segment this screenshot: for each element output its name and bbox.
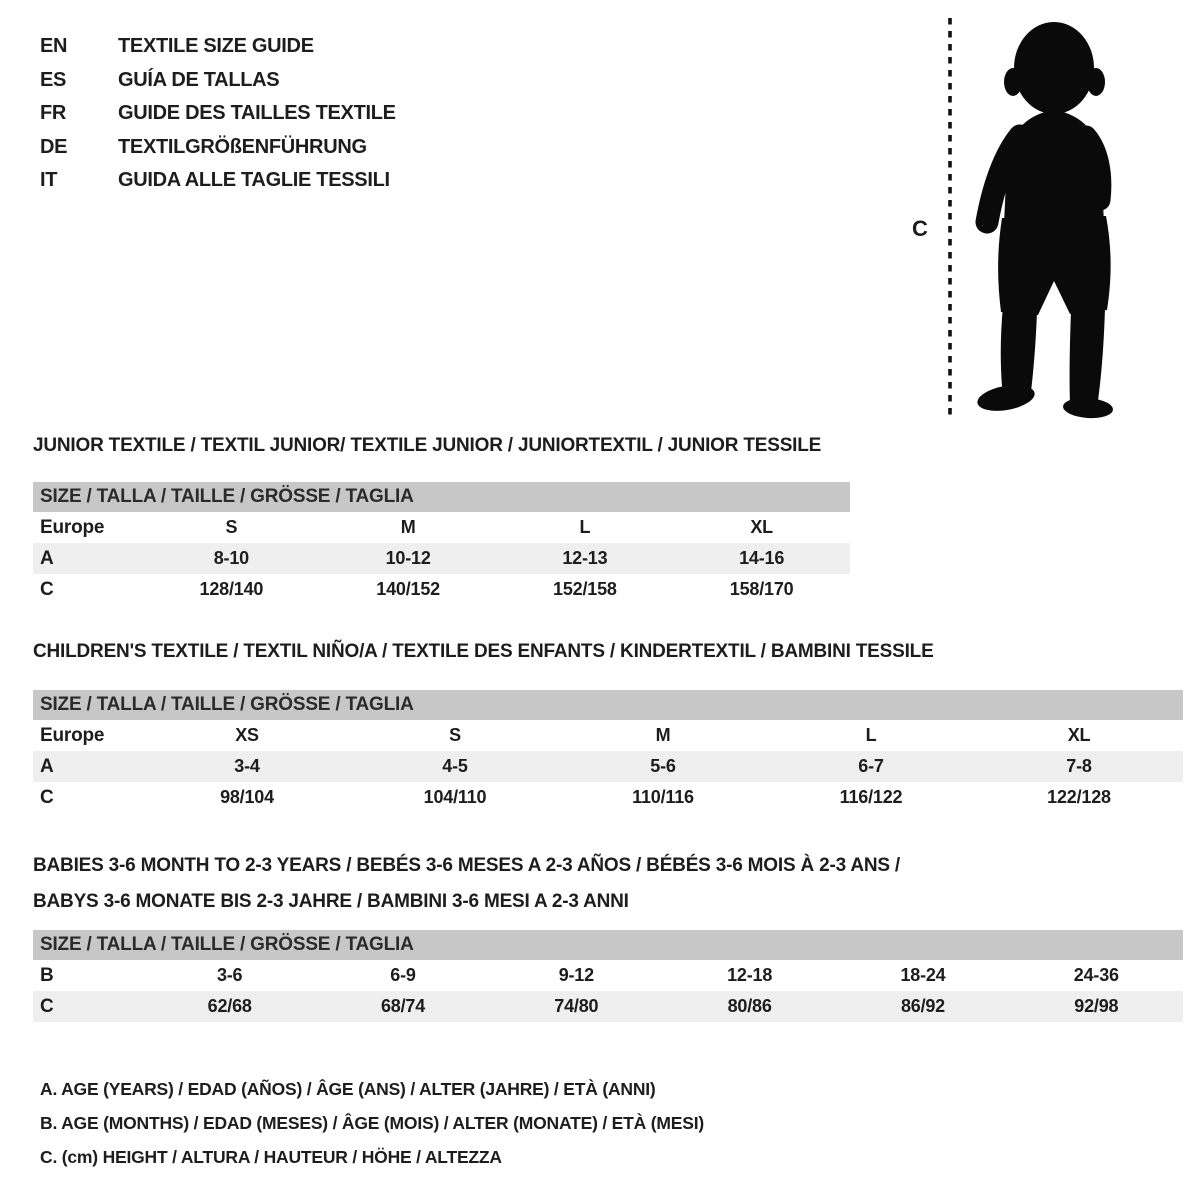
language-code: IT — [40, 169, 58, 191]
measure-label-c: C — [912, 216, 928, 241]
section-title: BABIES 3-6 MONTH TO 2-3 YEARS / BEBÉS 3-6 MESES A 2-3 AÑOS / BÉBÉS 3-6 MOIS À 2-3 ANS / — [33, 855, 901, 876]
language-title: GUIDA ALLE TAGLIE TESSILI — [118, 169, 390, 191]
size-value-cell: 128/140 — [199, 579, 264, 599]
language-title: TEXTILGRÖßENFÜHRUNG — [118, 135, 367, 158]
size-value-cell: 122/128 — [1047, 787, 1111, 807]
size-value-cell: 18-24 — [900, 965, 946, 985]
size-value-cell: 140/152 — [376, 579, 440, 599]
height-measure-figure — [898, 12, 1198, 420]
size-value-cell: 24-36 — [1073, 965, 1119, 985]
size-value-cell: 92/98 — [1074, 996, 1119, 1016]
size-value-cell: 152/158 — [553, 579, 617, 599]
size-value-cell: 3-6 — [216, 965, 243, 985]
legend-block — [40, 1072, 704, 1174]
table-row — [33, 782, 1183, 813]
language-code: FR — [40, 102, 67, 124]
legend-line: C. (cm) HEIGHT / ALTURA / HAUTEUR / HÖHE / ALTEZZA — [40, 1147, 502, 1167]
language-row — [40, 64, 396, 98]
size-value-cell: L — [865, 725, 877, 745]
size-value-cell: 68/74 — [380, 996, 426, 1016]
size-value-cell: 10-12 — [385, 548, 431, 568]
table-row — [33, 960, 1183, 991]
size-value-cell: L — [579, 517, 591, 537]
size-header-bar: SIZE / TALLA / TAILLE / GRÖSSE / TAGLIA — [33, 690, 1183, 720]
row-label: Europe — [40, 517, 105, 538]
section-babies-textile — [33, 848, 1183, 1022]
size-value-cell: 62/68 — [207, 996, 252, 1016]
section-title: CHILDREN'S TEXTILE / TEXTIL NIÑO/A / TEXTILE DES ENFANTS / KINDERTEXTIL / BAMBINI TESSILE — [33, 641, 934, 662]
section-junior-textile — [33, 435, 850, 605]
language-title-block — [40, 30, 396, 198]
table-row — [33, 574, 850, 605]
table-row — [33, 751, 1183, 782]
legend-line: B. AGE (MONTHS) / EDAD (MESES) / ÂGE (MOIS) / ALTER (MONATE) / ETÀ (MESI) — [40, 1113, 704, 1133]
language-row — [40, 97, 396, 131]
language-row — [40, 131, 396, 165]
language-row — [40, 30, 396, 64]
size-value-cell: 4-5 — [442, 756, 468, 776]
size-value-cell: S — [225, 517, 238, 537]
size-value-cell: 6-9 — [390, 965, 416, 985]
section-children-textile — [33, 641, 1183, 813]
language-title: GUÍA DE TALLAS — [118, 68, 280, 91]
size-value-cell: 80/86 — [727, 996, 772, 1016]
row-label: C — [40, 579, 54, 600]
language-row — [40, 164, 396, 198]
size-value-cell: M — [655, 725, 671, 745]
size-value-cell: XL — [750, 517, 773, 537]
size-value-cell: 9-12 — [558, 965, 594, 985]
baby-silhouette-icon — [898, 12, 1198, 420]
size-value-cell: XS — [235, 725, 259, 745]
size-header-bar: SIZE / TALLA / TAILLE / GRÖSSE / TAGLIA — [33, 930, 1183, 960]
size-value-cell: 86/92 — [900, 996, 945, 1016]
row-label: C — [40, 787, 54, 808]
row-label: C — [40, 996, 54, 1017]
size-value-cell: 110/116 — [632, 787, 694, 807]
size-value-cell: 5-6 — [650, 756, 676, 776]
language-title: TEXTILE SIZE GUIDE — [118, 35, 314, 57]
row-label: Europe — [40, 725, 105, 746]
section-title: JUNIOR TEXTILE / TEXTIL JUNIOR/ TEXTILE JUNIOR / JUNIORTEXTIL / JUNIOR TESSILE — [33, 435, 822, 456]
size-value-cell: 74/80 — [554, 996, 599, 1016]
size-value-cell: S — [449, 725, 461, 745]
size-value-cell: 7-8 — [1066, 756, 1092, 776]
language-title: GUIDE DES TAILLES TEXTILE — [118, 102, 396, 124]
size-value-cell: 98/104 — [220, 787, 274, 807]
row-label: A — [40, 548, 54, 569]
size-value-cell: 8-10 — [213, 548, 249, 568]
size-value-cell: 3-4 — [234, 756, 260, 776]
size-value-cell: 12-13 — [562, 548, 608, 568]
row-label: A — [40, 756, 54, 777]
size-value-cell: 104/110 — [423, 787, 487, 807]
language-code: DE — [40, 135, 68, 158]
legend-line: A. AGE (YEARS) / EDAD (AÑOS) / ÂGE (ANS) / ALTER (JAHRE) / ETÀ (ANNI) — [40, 1079, 656, 1099]
table-row — [33, 991, 1183, 1022]
size-value-cell: 158/170 — [729, 579, 794, 599]
table-row — [33, 543, 850, 574]
section-title-line2: BABYS 3-6 MONATE BIS 2-3 JAHRE / BAMBINI 3-6 MESI A 2-3 ANNI — [33, 891, 629, 912]
size-value-cell: 12-18 — [727, 965, 773, 985]
row-label: B — [40, 965, 54, 986]
language-code: ES — [40, 68, 67, 91]
size-value-cell: M — [400, 517, 416, 537]
size-value-cell: 14-16 — [739, 548, 785, 568]
table-row — [33, 512, 850, 543]
language-code: EN — [40, 35, 68, 57]
size-value-cell: 6-7 — [858, 756, 884, 776]
size-header-bar: SIZE / TALLA / TAILLE / GRÖSSE / TAGLIA — [33, 482, 850, 512]
size-value-cell: 116/122 — [839, 787, 903, 807]
baby-silhouette-shape — [975, 22, 1113, 420]
size-value-cell: XL — [1067, 725, 1091, 745]
table-row — [33, 720, 1183, 751]
